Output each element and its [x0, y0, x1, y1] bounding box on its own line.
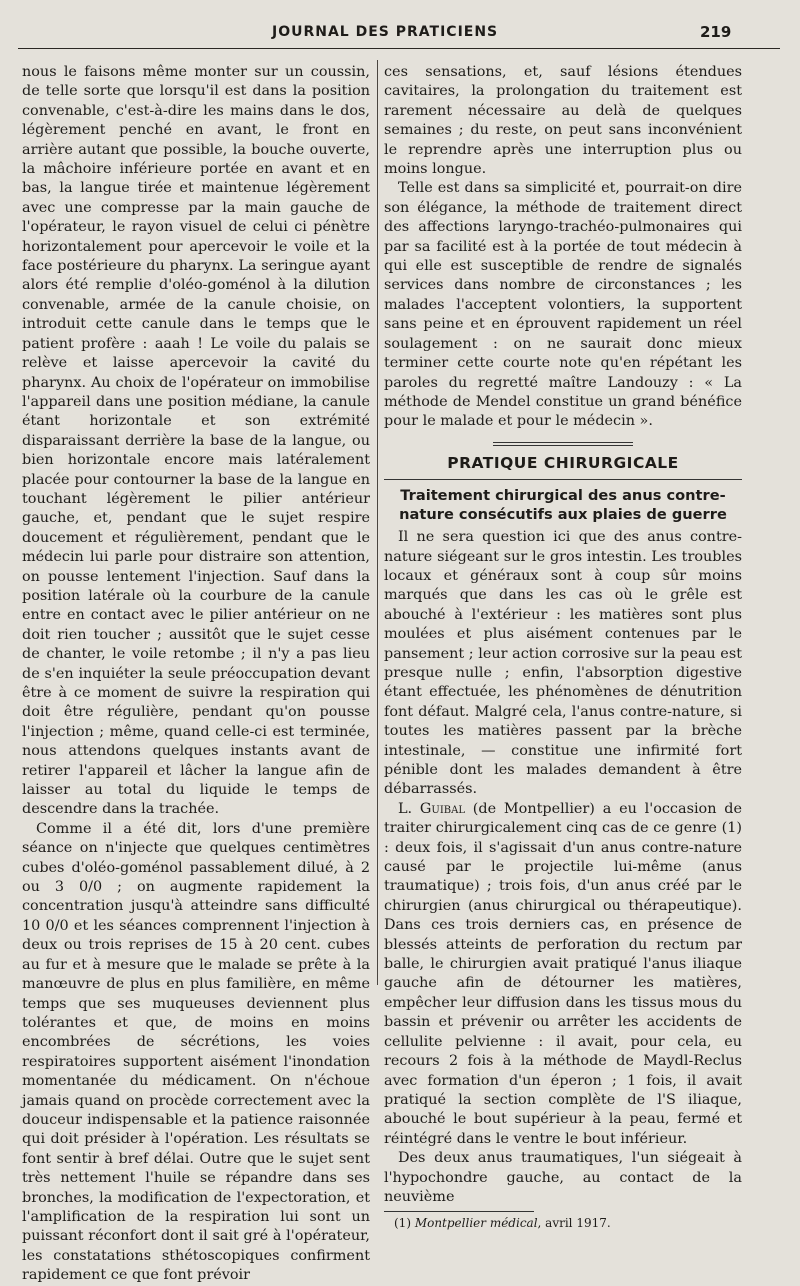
running-title: JOURNAL DES PRATICIENS: [272, 24, 499, 40]
left-column: [22, 63, 370, 1286]
left-paragraph-1: nous le faisons même monter sur un coussin, de telle sorte que lorsqu'il est dans la position convenable, c'est-à-dire les mains dans le dos, légèrement penché en avant, le front en arrière autant que possible, la bouche ouverte, la mâchoire inférieure portée en avant et en bas, la langue tirée et maintenue légèrement avec une compresse par la main gauche de l'opérateur, le rayon visuel de celui ci pénètre horizontalement pour apercevoir le voile et la face postérieure du pharynx. La seringue ayant alors été remplie d'oléo-goménol à la dilution convenable, armée de la canule choisie, on introduit cette canule dans le temps que le patient profère : aaah ! Le voile du palais se relève et laisse apercevoir la cavité du pharynx. Au choix de l'opérateur on immobilise l'appareil dans une position médiane, la canule étant horizontale et son extrémité disparaissant derrière la base de la langue, ou bien horizontale encore mais latéralement placée pour contourner la base de la langue en touchant légèrement le pilier antérieur gauche, et, pendant que le sujet respire doucement et régulièrement, pendant que le médecin lui parle pour distraire son attention, on pousse lentement l'injection. Sauf dans la position latérale où la courbure de la canule entre en contact avec le pilier antérieur on ne doit rien toucher ; aussitôt que le sujet cesse de chanter, le voile retombe ; il n'y a pas lieu de s'en inquiéter la seule préoccupation devant être à ce moment de suivre la respiration qui doit être régulière, pendant qu'on pousse l'injection ; même, quand celle-ci est terminée, nous attendons quelques instants avant de retirer l'appareil et lâcher la langue afin de laisser au total du liquide le temps de descendre dans la trachée.: [22, 64, 370, 818]
header-rule: [18, 48, 780, 49]
right-column: [384, 63, 742, 1231]
page-header: [0, 18, 800, 48]
article-paragraph-2: [384, 800, 742, 1149]
article-paragraph-3: Des deux anus traumatiques, l'un siégeait à l'hypochondre gauche, au contact de la neuvième: [384, 1150, 742, 1205]
article-title: Traitement chirurgical des anus contre-nature consécutifs aux plaies de guerre: [399, 487, 727, 524]
left-paragraph-2: Comme il a été dit, lors d'une première séance on n'injecte que quelques centimètres cubes d'oléo-goménol passablement dilué, à 2 ou 3 0/0 ; on augmente rapidement la concentration jusqu'à atteindre sans difficulté 10 0/0 et les séances comprennent l'injection à deux ou trois reprises de 15 à 20 cent. cubes au fur et à mesure que le malade se prête à la manœuvre de plus en plus familière, en même temps que ses muqueuses deviennent plus tolérantes et que, de moins en moins encombrées de sécrétions, les voies respiratoires supportent aisément l'inondation momentanée du médicament. On n'échoue jamais quand on procède correctement avec la douceur indispensable et la patience raisonnée qui doit présider à l'opération. Les résultats se font sentir à bref délai. Outre que le sujet sent très nettement l'huile se répandre dans ses bronches, la modification de l'expectoration, et l'amplification de la respiration lui sont un puissant réconfort dont il sait gré à l'opérateur, les constatations sthétoscopiques confirment rapidement ce que font prévoir: [22, 820, 370, 1284]
right-paragraph-1: ces sensations, et, sauf lésions étendues cavitaires, la prolongation du traitement est rarement nécessaire au delà de quelques semaines ; du reste, on peut sans inconvénient le reprendre après une interruption plus ou moins longue.: [384, 64, 742, 178]
section-separator: [493, 442, 633, 446]
footnote: [384, 1215, 742, 1231]
footnote-date: , avril 1917.: [537, 1216, 611, 1231]
footnote-source: Montpellier médical: [414, 1216, 538, 1231]
article-paragraph-1: Il ne sera question ici que des anus contre-nature siégeant sur le gros intestin. Les troubles locaux et généraux sont à coup sûr moins marqués que dans les cas où le grêle est abouché à l'extérieur : les matières sont plus moulées et plus aisément contenues par le pansement ; leur action corrosive sur la peau est presque nulle ; enfin, l'absorption digestive étant effectuée, les phénomènes de dénutrition font défaut. Malgré cela, l'anus contre-nature, si toutes les matières passent par la brèche intestinale, — constitue une infirmité fort pénible dont les malades demandent à être débarrassés.: [384, 529, 742, 798]
column-divider: [377, 60, 378, 985]
footnote-mark: (1): [394, 1216, 415, 1231]
right-paragraph-2: Telle est dans sa simplicité et, pourrait-on dire son élégance, la méthode de traitement direct des affections laryngo-trachéo-pulmonaires qui par sa facilité est à la portée de tout médecin à qui elle est susceptible de rendre de signalés services dans nombre de circonstances ; les malades l'acceptent volontiers, la supportent sans peine et en éprouvent rapidement un réel soulagement : on ne saurait donc mieux terminer cette courte note qu'en répétant les paroles du regretté maître Landouzy : « La méthode de Mendel constitue un grand bénéfice pour le malade et pour le médecin ».: [384, 180, 742, 430]
author-paragraph-text: (de Montpellier) a eu l'occasion de traiter chirurgicalement cinq cas de ce genre (1) : deux fois, il s'agissait d'un anus contre-nature causé par le projectile lui-même (anus traumatique) ; trois fois, d'un anus créé par le chirurgien (anus chirurgical ou thérapeutique). Dans ces trois derniers cas, en présence de blessés atteints de perforation du rectum par balle, le chirurgien avait pratiqué l'anus iliaque gauche afin de détourner les matières, empêcher leur diffusion dans les tissus mous du bassin et prévenir ou arrêter les accidents de cellulite pelvienne : il avait, pour cela, eu recours 2 fois à la méthode de Maydl-Reclus avec formation d'un éperon ; 1 fois, il avait pratiqué la section complète de l'S iliaque, abouché le bout supérieur à la peau, fermé et réintégré dans le ventre le bout inférieur.: [384, 800, 743, 1147]
section-title: PRATIQUE CHIRURGICALE: [447, 453, 679, 472]
footnote-rule: [384, 1211, 534, 1212]
page-number: 219: [700, 23, 732, 41]
section-rule: [384, 479, 742, 480]
author-name: L. Guibal: [398, 800, 466, 817]
